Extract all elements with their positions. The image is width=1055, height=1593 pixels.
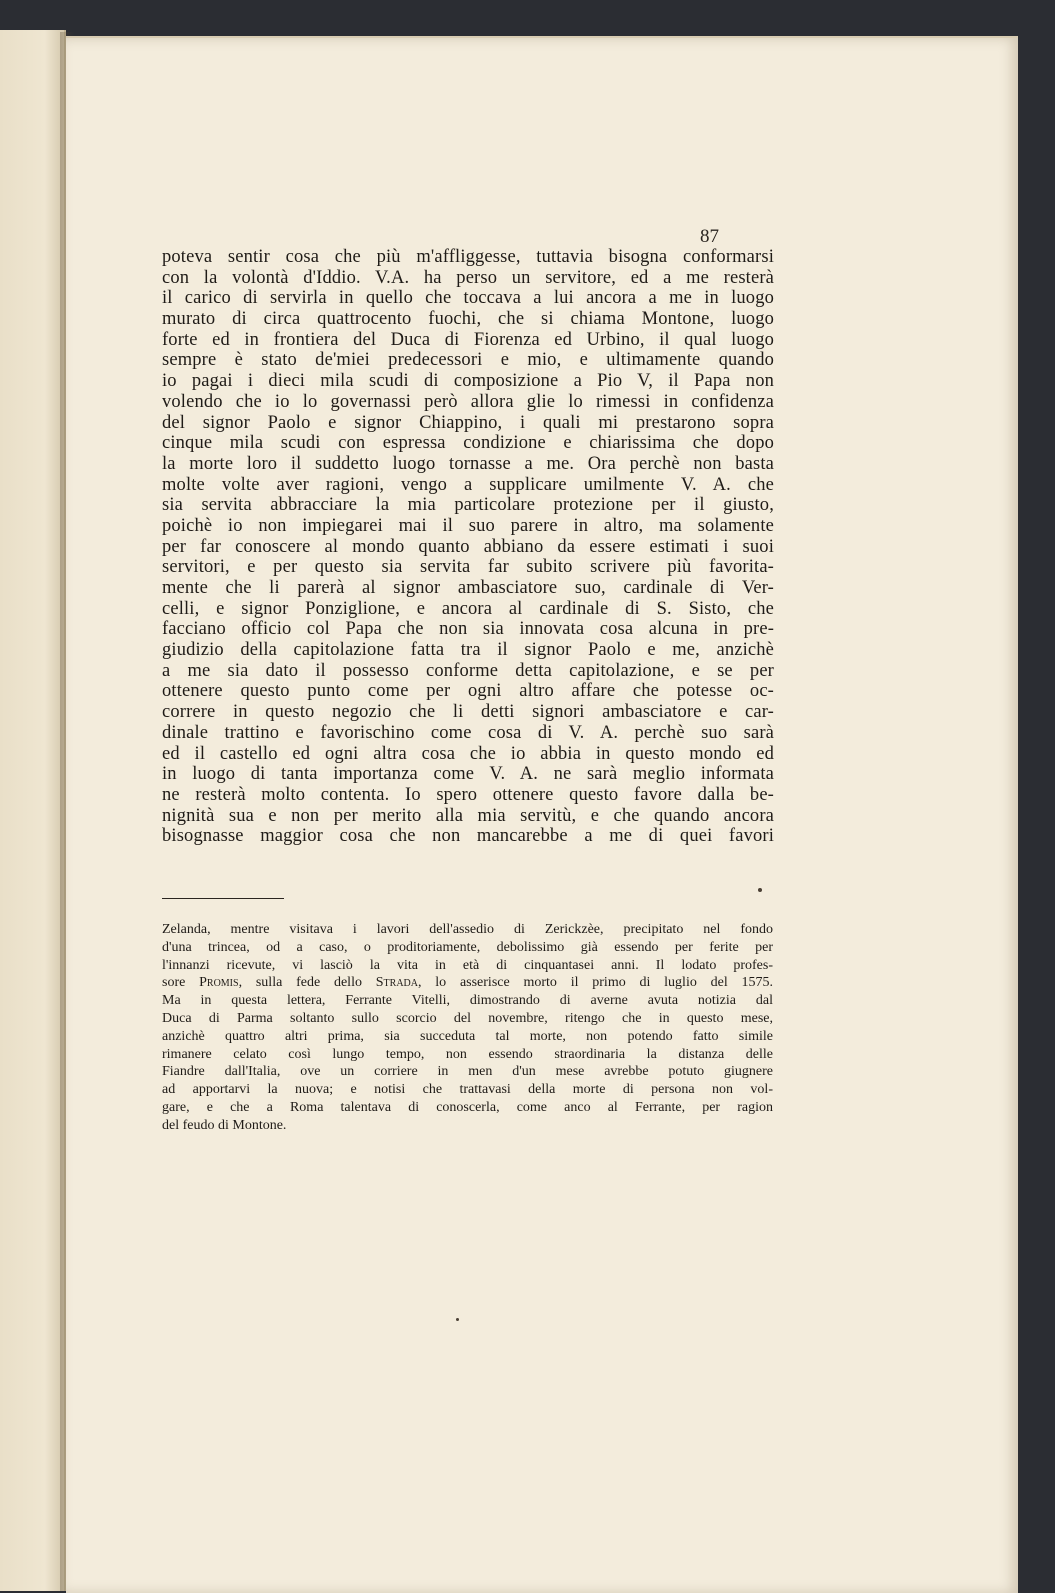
body-text bbox=[162, 247, 774, 847]
body-line: celli, e signor Ponziglione, e ancora al cardinale di S. Sisto, che bbox=[162, 598, 774, 619]
footnote-line: del feudo di Montone. bbox=[162, 1117, 287, 1133]
book-page bbox=[66, 36, 1018, 1593]
body-line: con la volontà d'Iddio. V.A. ha perso un servitore, ed a me resterà bbox=[162, 267, 774, 288]
author-name-promis: Promis bbox=[199, 975, 239, 991]
body-line: in luogo di tanta importanza come V. A. ne sarà meglio informata bbox=[162, 764, 774, 785]
footnote-line: l'innanzi ricevute, vi lasciò la vita in età di cinquantasei anni. Il lodato profes- bbox=[162, 957, 773, 973]
body-line: forte ed in frontiera del Duca di Fiorenza ed Urbino, il qual luogo bbox=[162, 329, 774, 350]
body-line: ed il castello ed ogni altra cosa che io abbia in questo mondo ed bbox=[162, 743, 774, 764]
footnote-text: , sulla fede dello bbox=[238, 975, 376, 991]
footnote-rule bbox=[162, 898, 284, 899]
footnote-text: sore bbox=[162, 975, 200, 991]
footnote-line: Duca di Parma soltanto sullo scorcio del novembre, ritengo che in questo mese, bbox=[162, 1010, 773, 1026]
footnote-line: d'una trincea, od a caso, o proditoriamente, debolissimo già essendo per ferite per bbox=[162, 939, 773, 955]
body-line: per far conoscere al mondo quanto abbiano da essere estimati i suoi bbox=[162, 536, 774, 557]
body-line: poichè io non impiegarei mai il suo parere in altro, ma solamente bbox=[162, 515, 774, 536]
body-line: murato di circa quattrocento fuochi, che si chiama Montone, luogo bbox=[162, 309, 774, 330]
left-page-edge bbox=[0, 30, 66, 1591]
body-line: volendo che io lo governassi però allora glie lo rimessi in confidenza bbox=[162, 391, 774, 412]
footnote-line: anzichè quattro altri prima, sia succeduta tal morte, non potendo fatto simile bbox=[162, 1028, 773, 1044]
body-line: poteva sentir cosa che più m'affliggesse, tuttavia bisogna conformarsi bbox=[162, 247, 774, 267]
body-line: nignità sua e non per merito alla mia servitù, e che quando ancora bbox=[162, 805, 774, 826]
page-number: 87 bbox=[700, 226, 719, 247]
body-line: giudizio della capitolazione fatta tra il signor Paolo e me, anzichè bbox=[162, 640, 774, 661]
body-line: sempre è stato de'miei predecessori e mio, e ultimamente quando bbox=[162, 350, 774, 371]
footnote-line: Fiandre dall'Italia, ove un corriere in men d'un mese avrebbe potuto giugnere bbox=[162, 1064, 773, 1080]
footnote-text: , lo asserisce morto il primo di luglio del 1575. bbox=[417, 975, 774, 991]
footnote-line: gare, e che a Roma talentava di conoscerla, come anco al Ferrante, per ragion bbox=[162, 1099, 773, 1115]
footnote-line: Ma in questa lettera, Ferrante Vitelli, dimostrando di averne avuta notizia dal bbox=[162, 993, 773, 1009]
body-line: correre in questo negozio che li detti signori ambasciatore e car- bbox=[162, 702, 774, 723]
author-name-strada: Strada bbox=[375, 975, 418, 991]
body-line: la morte loro il suddetto luogo tornasse a me. Ora perchè non basta bbox=[162, 453, 774, 474]
body-line: mente che li parerà al signor ambasciatore suo, cardinale di Ver- bbox=[162, 578, 774, 598]
paper-speck bbox=[456, 1318, 459, 1321]
body-line: ne resterà molto contenta. Io spero ottenere questo favore dalla be- bbox=[162, 784, 774, 805]
paper-speck bbox=[758, 888, 762, 892]
body-line: bisognasse maggior cosa che non mancarebbe a me di quei favori bbox=[162, 826, 774, 847]
body-line: io pagai i dieci mila scudi di composizione a Pio V, il Papa non bbox=[162, 371, 774, 392]
body-line: del signor Paolo e signor Chiappino, i quali mi prestarono sopra bbox=[162, 412, 774, 433]
footnote-line bbox=[162, 974, 773, 992]
body-line: cinque mila scudi con espressa condizione e chiarissima che dopo bbox=[162, 433, 774, 454]
footnote-line: ad apportarvi la nuova; e notisi che trattavasi della morte di persona non vol- bbox=[162, 1082, 773, 1098]
footnote-line: Zelanda, mentre visitava i lavori dell'assedio di Zerickzèe, precipitato nel fondo bbox=[162, 922, 773, 937]
body-line: il carico di servirla in quello che toccava a lui ancora a me in luogo bbox=[162, 288, 774, 309]
footnote bbox=[162, 921, 773, 1135]
body-line: molte volte aver ragioni, vengo a supplicare umilmente V. A. che bbox=[162, 474, 774, 495]
body-line: a me sia dato il possesso conforme detta capitolazione, e se per bbox=[162, 660, 774, 681]
body-line: servitori, e per questo sia servita far subito scrivere più favorita- bbox=[162, 557, 774, 578]
body-line: dinale trattino e favorischino come cosa di V. A. perchè suo sarà bbox=[162, 722, 774, 743]
body-line: facciano officio col Papa che non sia innovata cosa alcuna in pre- bbox=[162, 619, 774, 640]
footnote-line: rimanere celato così lungo tempo, non essendo straordinaria la distanza delle bbox=[162, 1046, 773, 1062]
body-line: ottenere questo punto come per ogni altro affare che potesse oc- bbox=[162, 681, 774, 702]
body-line: sia servita abbracciare la mia particolare protezione per il giusto, bbox=[162, 495, 774, 516]
